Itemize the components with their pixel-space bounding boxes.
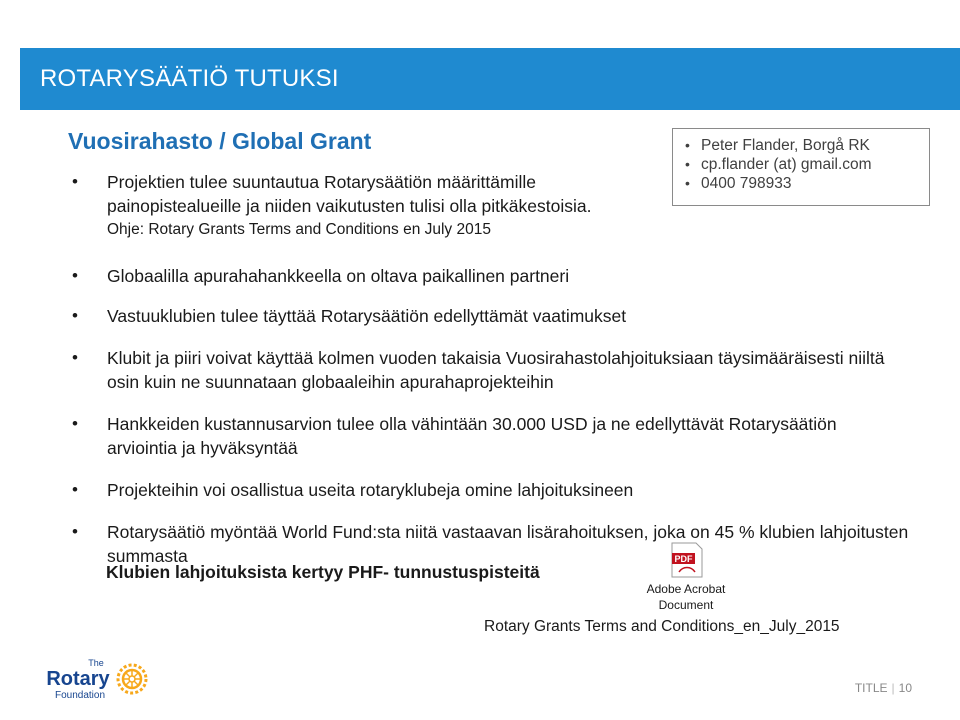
contact-phone: • 0400 798933 xyxy=(685,174,929,193)
bullet-list xyxy=(70,170,910,568)
document-link[interactable]: Rotary Grants Terms and Conditions_en_July_2015 xyxy=(484,618,840,635)
rotary-wheel-icon xyxy=(118,665,146,693)
footer-title: TITLE xyxy=(854,681,888,695)
guideline-text: Rotary Grants Terms and Conditions en July 2015 xyxy=(148,221,491,238)
slide-footer xyxy=(855,681,912,695)
pdf-caption[interactable] xyxy=(626,581,746,613)
bullet-item-district-funds: • Klubit ja piiri voivat käyttää kolmen vuoden takaisia Vuosirahastolahjoituksiaan täysimääräisesti niiltä osin kuin ne suunnataan globaaleihin apurahaprojekteihin xyxy=(70,346,910,394)
bullet-item-focus-areas xyxy=(70,170,910,242)
contact-email: • cp.flander (at) gmail.com xyxy=(685,155,929,174)
slide-title: ROTARYSÄÄTIÖ TUTUKSI xyxy=(40,65,339,92)
title-banner xyxy=(20,48,960,110)
guideline-reference xyxy=(107,218,910,242)
logo-the: The xyxy=(88,658,104,668)
bullet-item-world-fund: • Rotarysäätiö myöntää World Fund:sta niitä vastaavan lisärahoituksen, joka on 45 % klubien lahjoitusten summasta xyxy=(70,520,910,568)
logo-foundation: Foundation xyxy=(54,690,106,701)
pdf-icon-label: PDF xyxy=(674,554,693,564)
bullet-item-budget: • Hankkeiden kustannusarvion tulee olla vähintään 30.000 USD ja ne edellyttävät Rotarysäätiön arviointia ja hyväksyntää xyxy=(70,412,910,460)
bullet-line-1: Projektien tulee suuntautua Rotarysäätiön määrittämille xyxy=(107,172,536,192)
bullet-item-requirements: • Vastuuklubien tulee täyttää Rotarysäätiön edellyttämät vaatimukset xyxy=(70,304,910,328)
pdf-caption-line-1: Adobe Acrobat xyxy=(646,582,726,596)
phf-points-note: Klubien lahjoituksista kertyy PHF- tunnustuspisteitä xyxy=(106,562,540,582)
section-subtitle: Vuosirahasto / Global Grant xyxy=(68,128,372,154)
pdf-icon[interactable] xyxy=(669,542,705,578)
rotary-foundation-logo xyxy=(40,656,150,706)
footer-separator: | xyxy=(891,681,895,695)
logo-rotary: Rotary xyxy=(46,668,110,690)
page-number: 10 xyxy=(898,681,912,695)
pdf-caption-line-2: Document xyxy=(658,598,714,612)
contact-name: • Peter Flander, Borgå RK xyxy=(685,136,929,155)
bullet-item-multiple-clubs: • Projekteihin voi osallistua useita rotaryklubeja omine lahjoituksineen xyxy=(70,478,910,502)
guideline-prefix: Ohje: xyxy=(107,221,149,238)
bullet-line-2: painopistealueille ja niiden vaikutusten tulisi olla pitkäkestoisia. xyxy=(107,196,592,216)
bullet-item-partner: • Globaalilla apurahahankkeella on oltava paikallinen partneri xyxy=(70,264,910,288)
